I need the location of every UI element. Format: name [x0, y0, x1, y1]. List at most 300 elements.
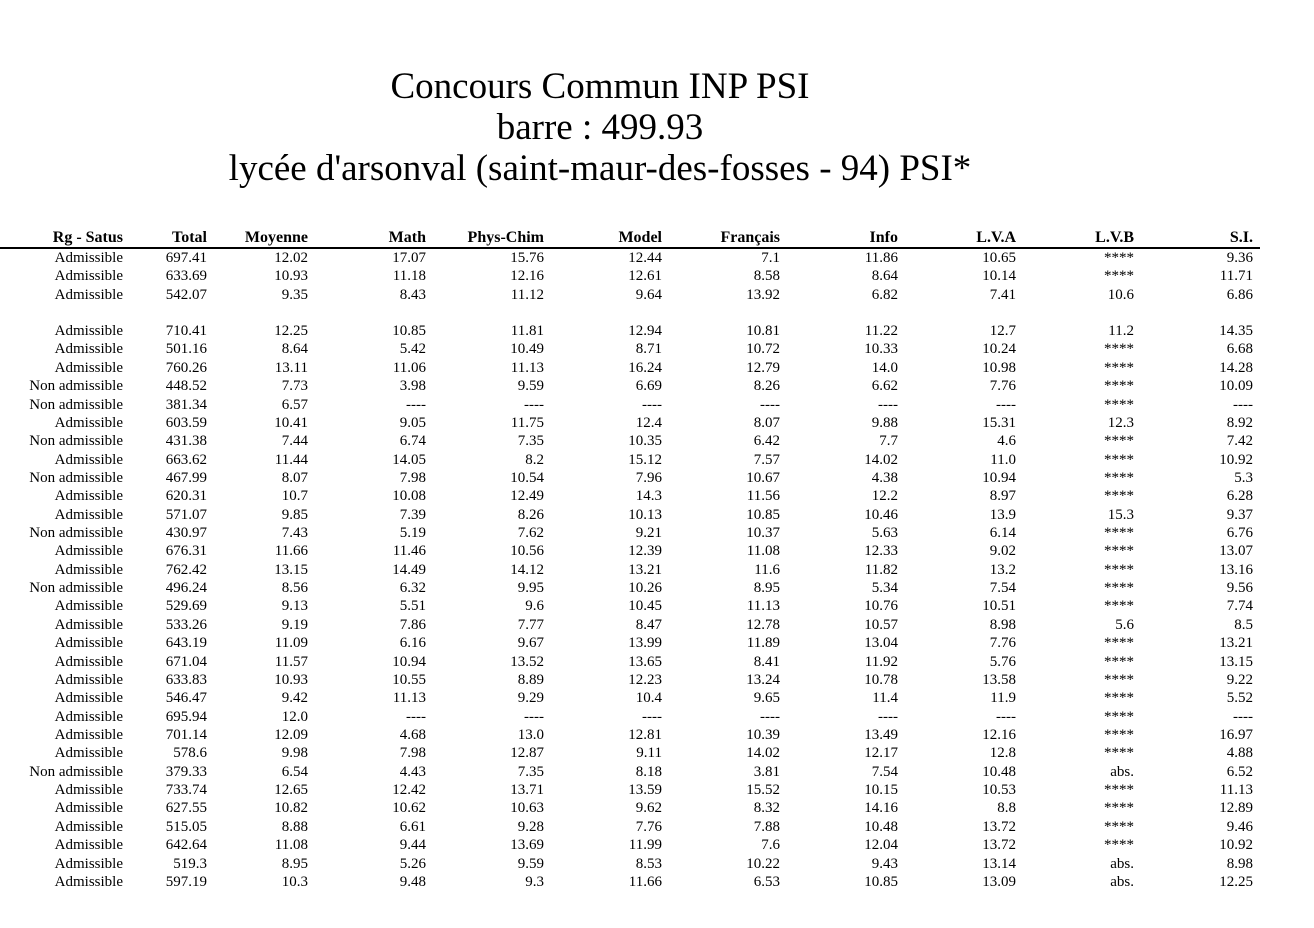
lva-cell: 10.48: [982, 763, 1016, 780]
moyenne-cell: 10.3: [281, 873, 308, 890]
header-moyenne: Moyenne: [244, 229, 308, 246]
table-header: [0, 228, 1260, 249]
status-cell: Admissible: [54, 598, 123, 615]
lvb-cell: abs.: [1110, 763, 1134, 780]
francais-cell: 7.1: [761, 250, 780, 266]
phys-chim-cell: 11.75: [510, 414, 544, 431]
model-cell: 9.62: [635, 800, 662, 817]
lvb-cell: ****: [1104, 690, 1134, 707]
model-cell: 10.35: [628, 433, 662, 450]
table-row: [0, 506, 1260, 524]
lva-cell: 10.24: [982, 341, 1016, 358]
phys-chim-cell: 13.69: [510, 837, 544, 854]
moyenne-cell: 12.09: [274, 726, 308, 743]
status-cell: Admissible: [54, 653, 123, 670]
francais-cell: 11.6: [754, 561, 780, 578]
info-cell: 12.2: [871, 488, 898, 505]
math-cell: ----: [406, 708, 426, 725]
francais-cell: 13.24: [746, 671, 780, 688]
lvb-cell: 5.6: [1115, 616, 1134, 633]
francais-cell: 12.79: [746, 359, 780, 376]
moyenne-cell: 11.44: [274, 451, 308, 468]
si-cell: 4.88: [1226, 745, 1253, 762]
info-cell: ----: [878, 396, 898, 413]
si-cell: 5.3: [1234, 469, 1253, 486]
francais-cell: 7.6: [761, 837, 780, 854]
phys-chim-cell: 9.67: [517, 635, 544, 652]
phys-chim-cell: 11.12: [510, 286, 544, 303]
si-cell: 13.15: [1219, 653, 1253, 670]
moyenne-cell: 10.41: [274, 414, 308, 431]
header-model: Model: [618, 229, 662, 246]
lvb-cell: 10.6: [1107, 286, 1134, 303]
total-cell: 671.04: [165, 653, 207, 670]
info-cell: 14.0: [871, 359, 898, 376]
model-cell: 8.18: [635, 763, 662, 780]
moyenne-cell: 11.09: [274, 635, 308, 652]
lvb-cell: ****: [1104, 250, 1134, 266]
math-cell: 4.68: [399, 726, 426, 743]
total-cell: 501.16: [165, 341, 207, 358]
model-cell: 11.99: [628, 837, 662, 854]
total-cell: 710.41: [165, 323, 207, 340]
phys-chim-cell: 9.59: [517, 855, 544, 872]
moyenne-cell: 11.08: [274, 837, 308, 854]
info-cell: 10.78: [864, 671, 898, 688]
table-row: [0, 836, 1260, 854]
table-row: [0, 542, 1260, 560]
status-cell: Non admissible: [29, 433, 123, 450]
header-lvb: L.V.B: [1095, 229, 1134, 246]
table-row: [0, 781, 1260, 799]
status-cell: Admissible: [54, 616, 123, 633]
lvb-cell: ****: [1104, 525, 1134, 542]
francais-cell: 14.02: [746, 745, 780, 762]
status-cell: Admissible: [54, 268, 123, 285]
si-cell: 9.22: [1226, 671, 1253, 688]
table-row: [0, 689, 1260, 707]
si-cell: 13.21: [1219, 635, 1253, 652]
math-cell: 3.98: [399, 378, 426, 395]
lvb-cell: ****: [1104, 359, 1134, 376]
math-cell: 5.51: [399, 598, 426, 615]
status-cell: Admissible: [54, 671, 123, 688]
lvb-cell: ****: [1104, 469, 1134, 486]
si-cell: 9.46: [1226, 818, 1253, 835]
francais-cell: 12.78: [746, 616, 780, 633]
lva-cell: 10.51: [982, 598, 1016, 615]
phys-chim-cell: 12.87: [510, 745, 544, 762]
si-cell: 14.35: [1219, 323, 1253, 340]
moyenne-cell: 9.19: [281, 616, 308, 633]
header-info: Info: [869, 229, 898, 246]
lva-cell: 12.8: [989, 745, 1016, 762]
status-cell: Admissible: [54, 782, 123, 799]
lvb-cell: ****: [1104, 726, 1134, 743]
moyenne-cell: 8.95: [281, 855, 308, 872]
total-cell: 762.42: [165, 561, 207, 578]
table-row: [0, 579, 1260, 597]
total-cell: 697.41: [165, 250, 207, 266]
total-cell: 603.59: [165, 414, 207, 431]
total-cell: 695.94: [165, 708, 207, 725]
lvb-cell: ****: [1104, 671, 1134, 688]
si-cell: 8.92: [1226, 414, 1253, 431]
francais-cell: 10.39: [746, 726, 780, 743]
model-cell: 6.69: [635, 378, 662, 395]
total-cell: 519.3: [173, 855, 207, 872]
total-cell: 542.07: [165, 286, 207, 303]
model-cell: ----: [642, 708, 662, 725]
status-cell: Admissible: [54, 873, 123, 890]
lva-cell: 7.76: [989, 635, 1016, 652]
info-cell: 7.54: [871, 763, 898, 780]
info-cell: ----: [878, 708, 898, 725]
header-lva: L.V.A: [976, 229, 1016, 246]
info-cell: 9.43: [871, 855, 898, 872]
si-cell: 11.71: [1219, 268, 1253, 285]
si-cell: 10.92: [1219, 837, 1253, 854]
model-cell: 10.45: [628, 598, 662, 615]
francais-cell: 8.07: [753, 414, 780, 431]
info-cell: 13.49: [864, 726, 898, 743]
admission-threshold: barre : 499.93: [496, 107, 704, 148]
lvb-cell: ****: [1104, 653, 1134, 670]
si-cell: 11.13: [1219, 782, 1253, 799]
phys-chim-cell: ----: [524, 396, 544, 413]
table-row: [0, 873, 1260, 891]
total-cell: 676.31: [165, 543, 207, 560]
lva-cell: 4.6: [997, 433, 1016, 450]
math-cell: 5.26: [399, 855, 426, 872]
lva-cell: 13.72: [982, 818, 1016, 835]
francais-cell: 11.08: [746, 543, 780, 560]
math-cell: 10.94: [392, 653, 426, 670]
lva-cell: 7.41: [989, 286, 1016, 303]
model-cell: 10.26: [628, 580, 662, 597]
info-cell: 12.17: [864, 745, 898, 762]
header-si: S.I.: [1229, 229, 1253, 246]
lva-cell: 10.53: [982, 782, 1016, 799]
francais-cell: 6.53: [753, 873, 780, 890]
total-cell: 627.55: [165, 800, 207, 817]
phys-chim-cell: 8.89: [517, 671, 544, 688]
phys-chim-cell: 10.56: [510, 543, 544, 560]
moyenne-cell: 6.57: [281, 396, 308, 413]
moyenne-cell: 7.44: [281, 433, 308, 450]
info-cell: 6.62: [871, 378, 898, 395]
math-cell: 10.62: [392, 800, 426, 817]
math-cell: 4.43: [399, 763, 426, 780]
table-row: [0, 396, 1260, 414]
model-cell: 7.76: [635, 818, 662, 835]
francais-cell: 9.65: [753, 690, 780, 707]
lvb-cell: 15.3: [1107, 506, 1134, 523]
francais-cell: ----: [760, 708, 780, 725]
phys-chim-cell: 7.62: [517, 525, 544, 542]
moyenne-cell: 12.65: [274, 782, 308, 799]
francais-cell: 11.13: [746, 598, 780, 615]
header-total: Total: [172, 229, 207, 246]
francais-cell: ----: [760, 396, 780, 413]
lva-cell: 8.8: [997, 800, 1016, 817]
lvb-cell: ****: [1104, 818, 1134, 835]
lva-cell: 10.98: [982, 359, 1016, 376]
lva-cell: 12.7: [989, 323, 1016, 340]
math-cell: 6.32: [399, 580, 426, 597]
status-cell: Admissible: [54, 708, 123, 725]
table-row: [0, 451, 1260, 469]
status-cell: Admissible: [54, 323, 123, 340]
math-cell: 7.86: [399, 616, 426, 633]
francais-cell: 10.22: [746, 855, 780, 872]
moyenne-cell: 9.98: [281, 745, 308, 762]
lvb-cell: ****: [1104, 580, 1134, 597]
lvb-cell: 12.3: [1107, 414, 1134, 431]
phys-chim-cell: 7.35: [517, 763, 544, 780]
phys-chim-cell: 11.81: [510, 323, 544, 340]
lvb-cell: ****: [1104, 561, 1134, 578]
lvb-cell: ****: [1104, 451, 1134, 468]
francais-cell: 8.58: [753, 268, 780, 285]
lva-cell: 10.14: [982, 268, 1016, 285]
francais-cell: 10.67: [746, 469, 780, 486]
moyenne-cell: 8.64: [281, 341, 308, 358]
phys-chim-cell: 9.28: [517, 818, 544, 835]
francais-cell: 7.88: [753, 818, 780, 835]
math-cell: 10.55: [392, 671, 426, 688]
phys-chim-cell: 10.63: [510, 800, 544, 817]
total-cell: 533.26: [165, 616, 207, 633]
math-cell: 6.61: [399, 818, 426, 835]
table-row: [0, 414, 1260, 432]
lvb-cell: ****: [1104, 782, 1134, 799]
lva-cell: 11.0: [990, 451, 1016, 468]
table-row: [0, 487, 1260, 505]
info-cell: 8.64: [871, 268, 898, 285]
moyenne-cell: 7.73: [281, 378, 308, 395]
total-cell: 620.31: [165, 488, 207, 505]
info-cell: 7.7: [879, 433, 898, 450]
info-cell: 14.02: [864, 451, 898, 468]
table-row: [0, 634, 1260, 652]
math-cell: 9.48: [399, 873, 426, 890]
status-cell: Admissible: [54, 543, 123, 560]
table-row: [0, 744, 1260, 762]
moyenne-cell: 9.35: [281, 286, 308, 303]
phys-chim-cell: 9.6: [525, 598, 544, 615]
model-cell: 10.4: [635, 690, 662, 707]
table-row: [0, 359, 1260, 377]
info-cell: 9.88: [871, 414, 898, 431]
moyenne-cell: 12.0: [281, 708, 308, 725]
info-cell: 5.34: [871, 580, 898, 597]
lvb-cell: ****: [1104, 341, 1134, 358]
header-francais: Français: [720, 229, 780, 246]
info-cell: 11.22: [864, 323, 898, 340]
status-cell: Non admissible: [29, 525, 123, 542]
total-cell: 431.38: [165, 433, 207, 450]
math-cell: 7.98: [399, 469, 426, 486]
moyenne-cell: 9.42: [281, 690, 308, 707]
si-cell: 8.5: [1234, 616, 1253, 633]
lvb-cell: ****: [1104, 433, 1134, 450]
status-cell: Admissible: [54, 250, 123, 266]
status-cell: Admissible: [54, 414, 123, 431]
total-cell: 448.52: [165, 378, 207, 395]
results-table: [0, 228, 1260, 891]
si-cell: 13.07: [1219, 543, 1253, 560]
status-cell: Admissible: [54, 635, 123, 652]
table-row: [0, 597, 1260, 615]
math-cell: 11.18: [392, 268, 426, 285]
math-cell: 9.44: [399, 837, 426, 854]
total-cell: 571.07: [165, 506, 207, 523]
si-cell: 6.68: [1226, 341, 1253, 358]
model-cell: 13.21: [628, 561, 662, 578]
info-cell: 11.82: [864, 561, 898, 578]
header-phys-chim: Phys-Chim: [467, 229, 544, 246]
francais-cell: 10.85: [746, 506, 780, 523]
moyenne-cell: 11.66: [274, 543, 308, 560]
info-cell: 10.57: [864, 616, 898, 633]
info-cell: 10.85: [864, 873, 898, 890]
status-cell: Admissible: [54, 488, 123, 505]
phys-chim-cell: 9.29: [517, 690, 544, 707]
total-cell: 515.05: [165, 818, 207, 835]
lva-cell: 7.76: [989, 378, 1016, 395]
total-cell: 642.64: [165, 837, 207, 854]
math-cell: 7.98: [399, 745, 426, 762]
phys-chim-cell: 8.2: [525, 451, 544, 468]
table-row: [0, 799, 1260, 817]
lva-cell: 12.16: [982, 726, 1016, 743]
lva-cell: 6.14: [989, 525, 1016, 542]
phys-chim-cell: 13.52: [510, 653, 544, 670]
phys-chim-cell: 8.26: [517, 506, 544, 523]
lva-cell: ----: [996, 708, 1016, 725]
math-cell: 5.42: [399, 341, 426, 358]
info-cell: 10.48: [864, 818, 898, 835]
moyenne-cell: 10.93: [274, 268, 308, 285]
model-cell: 9.11: [636, 745, 662, 762]
francais-cell: 7.57: [753, 451, 780, 468]
francais-cell: 10.72: [746, 341, 780, 358]
si-cell: 6.76: [1226, 525, 1253, 542]
math-cell: 14.05: [392, 451, 426, 468]
total-cell: 597.19: [165, 873, 207, 890]
info-cell: 4.38: [871, 469, 898, 486]
model-cell: 8.71: [635, 341, 662, 358]
table-row: [0, 249, 1260, 267]
math-cell: 11.46: [392, 543, 426, 560]
total-cell: 663.62: [165, 451, 207, 468]
phys-chim-cell: 10.54: [510, 469, 544, 486]
info-cell: 10.76: [864, 598, 898, 615]
model-cell: 9.64: [635, 286, 662, 303]
header-math: Math: [388, 229, 426, 246]
francais-cell: 10.37: [746, 525, 780, 542]
model-cell: 9.21: [635, 525, 662, 542]
si-cell: ----: [1233, 396, 1253, 413]
total-cell: 496.24: [165, 580, 207, 597]
model-cell: 14.3: [635, 488, 662, 505]
total-cell: 633.69: [165, 268, 207, 285]
phys-chim-cell: 9.59: [517, 378, 544, 395]
status-cell: Admissible: [54, 818, 123, 835]
lva-cell: 8.97: [989, 488, 1016, 505]
math-cell: 8.43: [399, 286, 426, 303]
lvb-cell: ****: [1104, 635, 1134, 652]
status-cell: Non admissible: [29, 580, 123, 597]
moyenne-cell: 10.93: [274, 671, 308, 688]
status-cell: Admissible: [54, 341, 123, 358]
lvb-cell: ****: [1104, 268, 1134, 285]
francais-cell: 15.52: [746, 782, 780, 799]
francais-cell: 3.81: [753, 763, 780, 780]
lvb-cell: ****: [1104, 800, 1134, 817]
model-cell: 13.99: [628, 635, 662, 652]
table-body: [0, 249, 1260, 891]
si-cell: 10.09: [1219, 378, 1253, 395]
moyenne-cell: 13.11: [274, 359, 308, 376]
lva-cell: 10.94: [982, 469, 1016, 486]
francais-cell: 10.81: [746, 323, 780, 340]
phys-chim-cell: ----: [524, 708, 544, 725]
moyenne-cell: 8.56: [281, 580, 308, 597]
math-cell: 11.13: [392, 690, 426, 707]
model-cell: 12.94: [628, 323, 662, 340]
info-cell: 10.15: [864, 782, 898, 799]
document-title: [0, 66, 1200, 189]
phys-chim-cell: 12.49: [510, 488, 544, 505]
moyenne-cell: 9.85: [281, 506, 308, 523]
total-cell: 379.33: [165, 763, 207, 780]
status-cell: Non admissible: [29, 396, 123, 413]
school-name: lycée d'arsonval (saint-maur-des-fosses - 94) PSI*: [228, 148, 972, 189]
francais-cell: 6.42: [753, 433, 780, 450]
math-cell: 10.85: [392, 323, 426, 340]
total-cell: 529.69: [165, 598, 207, 615]
math-cell: 12.42: [392, 782, 426, 799]
info-cell: 10.33: [864, 341, 898, 358]
status-cell: Non admissible: [29, 469, 123, 486]
math-cell: 5.19: [399, 525, 426, 542]
status-cell: Non admissible: [29, 378, 123, 395]
table-row: [0, 671, 1260, 689]
lva-cell: 5.76: [989, 653, 1016, 670]
math-cell: 14.49: [392, 561, 426, 578]
si-cell: 6.52: [1226, 763, 1253, 780]
si-cell: 12.25: [1219, 873, 1253, 890]
lva-cell: 10.65: [982, 250, 1016, 266]
model-cell: 11.66: [628, 873, 662, 890]
math-cell: 6.74: [399, 433, 426, 450]
info-cell: 10.46: [864, 506, 898, 523]
si-cell: 9.36: [1226, 250, 1253, 266]
lva-cell: 15.31: [982, 414, 1016, 431]
lvb-cell: ****: [1104, 488, 1134, 505]
si-cell: 9.56: [1226, 580, 1253, 597]
math-cell: 10.08: [392, 488, 426, 505]
francais-cell: 11.56: [746, 488, 780, 505]
info-cell: 11.4: [872, 690, 898, 707]
model-cell: 12.23: [628, 671, 662, 688]
math-cell: 7.39: [399, 506, 426, 523]
status-cell: Non admissible: [29, 763, 123, 780]
table-row: [0, 653, 1260, 671]
status-cell: Admissible: [54, 800, 123, 817]
